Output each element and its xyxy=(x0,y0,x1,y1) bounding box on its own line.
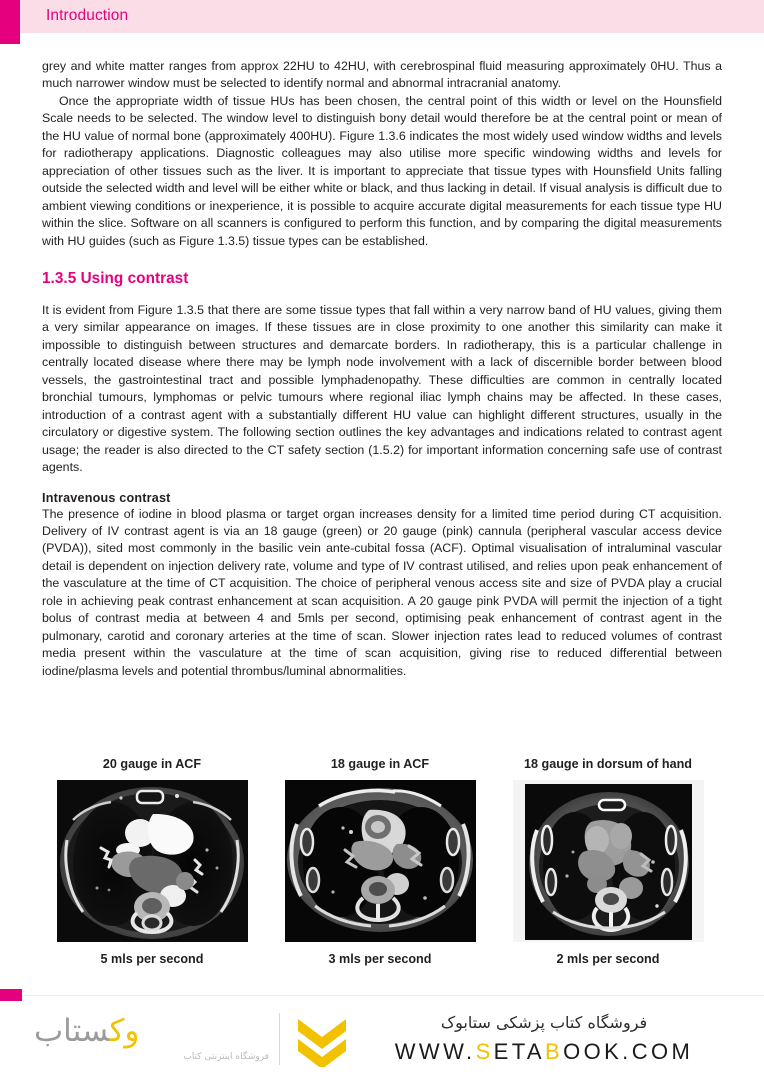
figure-row xyxy=(42,757,732,966)
footer-url[interactable] xyxy=(350,1039,738,1065)
page-header-title: Introduction xyxy=(46,7,129,24)
url-letter-s: S xyxy=(475,1038,494,1064)
subsection-heading-intravenous-contrast: Intravenous contrast xyxy=(42,490,171,505)
url-letters-eta: ETA xyxy=(493,1038,545,1064)
footer-text-block xyxy=(350,1013,764,1065)
paragraph-intravenous-contrast: The presence of iodine in blood plasma or target organ increases density for a limited time period during CT acquisition. Delivery of IV contrast agent is via an 18 gauge (green) or 20 gauge (pink) cannula (peripheral vascular access device (PVDA)), sited most commonly in the basilic vein ante-cubital fossa (ACF). Optimal visualisation of intraluminal vascular detail is dependent on injection delivery rate, volume and type of IV contrast utilised, and relies upon peak enhancement of the vasculature at the time of CT acquisition. The choice of peripheral venous access site and size of PVDA play a crucial role in achieving peak contrast enhancement at scan acquisition. A 20 gauge pink PVDA will permit the injection of a tight bolus of contrast media at between 4 and 5mls per second, optimising peak enhancement of contrast agent in the pulmonary, carotid and coronary arteries at the time of scan. Slower injection rates lead to reduced volumes of contrast media present within the vasculature at the time of scan acquisition, giving rise to reduced differential between iodine/plasma levels and potential thrombus/luminal abnormalities. xyxy=(42,506,722,678)
paragraph-continuation: grey and white matter ranges from approx 22HU to 42HU, with cerebrospinal fluid measuring approximately 0HU. Thus a much narrower window must be selected to identify normal and abnormal intracranial anatomy. xyxy=(42,59,722,91)
figure-3-ct-image xyxy=(513,780,704,942)
figure-3 xyxy=(498,757,718,966)
figure-3-title: 18 gauge in dorsum of hand xyxy=(524,757,692,771)
url-prefix: WWW. xyxy=(394,1038,476,1064)
figure-1-ct-image xyxy=(57,780,248,942)
figure-1-title: 20 gauge in ACF xyxy=(102,757,202,771)
figure-2 xyxy=(270,757,490,966)
setabook-logo[interactable] xyxy=(0,1011,350,1067)
figure-1-caption: 5 mls per second xyxy=(100,952,204,966)
figure-2-caption: 3 mls per second xyxy=(328,952,432,966)
logo-wordmark-highlight: وک xyxy=(109,1012,140,1049)
figure-3-caption: 2 mls per second xyxy=(556,952,660,966)
footer-banner xyxy=(0,995,764,1081)
main-text-column xyxy=(42,58,722,680)
logo-divider xyxy=(279,1013,280,1065)
url-suffix: OOK.COM xyxy=(563,1038,694,1064)
url-letter-b: B xyxy=(545,1038,564,1064)
logo-wordmark-primary: ستاب xyxy=(34,1012,110,1049)
page-header-accent-tab xyxy=(0,0,20,44)
figure-1 xyxy=(42,757,262,966)
logo-wordmark xyxy=(34,1012,140,1049)
section-heading-1-3-5: 1.3.5 Using contrast xyxy=(42,269,189,287)
figure-2-title: 18 gauge in ACF xyxy=(330,757,430,771)
figure-2-ct-image xyxy=(285,780,476,942)
chevron-down-icon xyxy=(294,1011,350,1067)
paragraph-window-level: Once the appropriate width of tissue HUs has been chosen, the central point of this width or level on the Hounsfield Scale needs to be selected. The window level to distinguish bony detail would therefore be at the central point or mean of the HU value of normal bone (approximately 400HU). Figure 1.3.6 indicates the most widely used window widths and levels for radiotherapy applications. Diagnostic colleagues may also utilise more specific windowing widths and levels for appreciation of other tissues such as the liver. It is important to appreciate that tissue types with Hounsfield Units falling outside the selected width and level will be either white or black, and thus lacking in detail. If visual analysis is difficult due to ambient viewing conditions or inexperience, it is possible to acquire accurate digital measurements for each tissue type HU within the slice. Software on all scanners is configured to perform this function, and by comparing the digital measurements with HU guides (such as Figure 1.3.5) tissue types can be established. xyxy=(42,93,722,248)
paragraph-using-contrast: It is evident from Figure 1.3.5 that there are some tissue types that fall within a very narrow band of HU values, giving them a very similar appearance on images. If these tissues are in close proximity to one another this similarity can make it impossible to distinguish between structures and demarcate borders. In radiotherapy, this is a particular challenge in centrally located disease where there may be lymph node involvement with a lack of discernible border between blood vessels, the gastrointestinal tract and possible lymphadenopathy. These difficulties are common in centrally located bronchial tumours, lymphomas or pelvic tumours where regional iliac lymph chains may be affected. In these cases, introduction of a contrast agent with a substantially different HU value can highlight different structures, usually in the circulatory or digestive system. The following section outlines the key advantages and indications related to contrast agent usage; the reader is also directed to the CT safety section (1.5.2) for important information concerning safe use of contrast agents. xyxy=(42,302,722,475)
logo-subtitle: فروشگاه اینترنتی کتاب xyxy=(183,1051,269,1062)
footer-tagline: فروشگاه کتاب پزشکی ستابوک xyxy=(440,1012,648,1032)
